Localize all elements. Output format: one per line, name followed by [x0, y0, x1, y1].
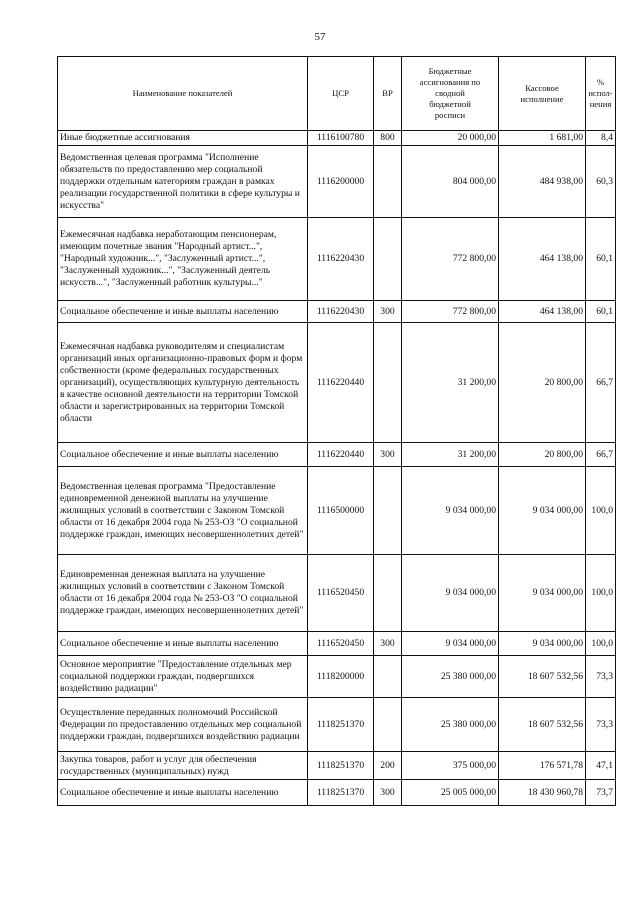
row-cash: 484 938,00	[499, 146, 586, 218]
row-pct: 60,1	[586, 301, 616, 323]
row-cash: 9 034 000,00	[499, 467, 586, 555]
row-name: Ежемесячная надбавка неработающим пенсионерам, имеющим почетные звания "Народный артист...", "Народный художник...", "Заслуженный артист...", "Заслуженный художник...", "Заслуженный деятель искусств...", "Заслуженный работник культуры..."	[58, 218, 308, 301]
row-pct: 100,0	[586, 467, 616, 555]
row-name: Социальное обеспечение и иные выплаты населению	[58, 632, 308, 656]
row-cash: 464 138,00	[499, 218, 586, 301]
row-name: Осуществление переданных полномочий Российской Федерации по предоставлению отдельных мер социальной поддержки граждан, подвергшихся воздействию радиации	[58, 698, 308, 752]
row-pct: 47,1	[586, 752, 616, 780]
table-row	[58, 698, 616, 752]
table-row	[58, 752, 616, 780]
row-csr: 1116520450	[308, 632, 374, 656]
row-budget: 31 200,00	[402, 443, 499, 467]
row-budget: 804 000,00	[402, 146, 499, 218]
row-pct: 73,7	[586, 780, 616, 806]
row-vr: 300	[374, 443, 402, 467]
row-pct: 100,0	[586, 555, 616, 632]
row-budget: 25 380 000,00	[402, 698, 499, 752]
row-cash: 1 681,00	[499, 131, 586, 146]
row-name: Ведомственная целевая программа "Исполнение обязательств по предоставлению мер социальной поддержки отдельным категориям граждан в рамках реализации государственной политики в сфере культуры и искусства"	[58, 146, 308, 218]
row-csr: 1116500000	[308, 467, 374, 555]
row-name: Социальное обеспечение и иные выплаты населению	[58, 301, 308, 323]
row-cash: 176 571,78	[499, 752, 586, 780]
header-csr: ЦСР	[308, 57, 374, 131]
row-csr: 1118251370	[308, 780, 374, 806]
row-pct: 66,7	[586, 443, 616, 467]
row-pct: 60,1	[586, 218, 616, 301]
row-name: Иные бюджетные ассигнования	[58, 131, 308, 146]
row-cash: 18 430 960,78	[499, 780, 586, 806]
row-budget: 772 800,00	[402, 218, 499, 301]
row-cash: 20 800,00	[499, 323, 586, 443]
table-row	[58, 131, 616, 146]
row-csr: 1116220440	[308, 323, 374, 443]
row-cash: 20 800,00	[499, 443, 586, 467]
table-row	[58, 146, 616, 218]
row-name: Единовременная денежная выплата на улучшение жилищных условий в соответствии с Законом Томской области от 16 декабря 2004 года № 253-ОЗ "О социальной поддержке граждан, имеющих несовершеннолетних детей"	[58, 555, 308, 632]
row-pct: 100,0	[586, 632, 616, 656]
budget-execution-table	[57, 56, 616, 806]
row-name: Закупка товаров, работ и услуг для обеспечения государственных (муниципальных) нужд	[58, 752, 308, 780]
row-budget: 20 000,00	[402, 131, 499, 146]
row-pct: 8,4	[586, 131, 616, 146]
row-vr: 300	[374, 301, 402, 323]
table-row	[58, 632, 616, 656]
row-vr	[374, 218, 402, 301]
table-row	[58, 467, 616, 555]
row-csr: 1116220430	[308, 218, 374, 301]
row-vr	[374, 467, 402, 555]
row-name: Социальное обеспечение и иные выплаты населению	[58, 780, 308, 806]
row-csr: 1116220430	[308, 301, 374, 323]
row-csr: 1118200000	[308, 656, 374, 698]
row-cash: 9 034 000,00	[499, 555, 586, 632]
table-row	[58, 301, 616, 323]
header-cash: Кассовое исполнение	[499, 57, 586, 131]
row-vr: 800	[374, 131, 402, 146]
row-cash: 9 034 000,00	[499, 632, 586, 656]
row-cash: 18 607 532,56	[499, 656, 586, 698]
row-budget: 9 034 000,00	[402, 632, 499, 656]
header-name: Наименование показателей	[58, 57, 308, 131]
table-row	[58, 780, 616, 806]
row-vr: 200	[374, 752, 402, 780]
row-csr: 1116220440	[308, 443, 374, 467]
row-vr	[374, 146, 402, 218]
row-vr	[374, 698, 402, 752]
row-name: Ежемесячная надбавка руководителям и специалистам организаций иных организационно-правовых форм и форм собственности (кроме федеральных государственных организаций), осуществляющих культурную деятельность в качестве основной деятельности на территории Томской области и зарегистрированных на территории Томской области	[58, 323, 308, 443]
table-row	[58, 218, 616, 301]
row-csr: 1116520450	[308, 555, 374, 632]
row-pct: 60,3	[586, 146, 616, 218]
table-row	[58, 656, 616, 698]
row-budget: 375 000,00	[402, 752, 499, 780]
header-budget: Бюджетные ассигнования по сводной бюджетной росписи	[402, 57, 499, 131]
row-cash: 18 607 532,56	[499, 698, 586, 752]
row-pct: 73,3	[586, 698, 616, 752]
row-budget: 9 034 000,00	[402, 467, 499, 555]
page-number: 57	[314, 31, 326, 43]
row-csr: 1118251370	[308, 752, 374, 780]
table-row	[58, 555, 616, 632]
row-vr	[374, 555, 402, 632]
row-csr: 1116100780	[308, 131, 374, 146]
row-budget: 31 200,00	[402, 323, 499, 443]
table-header-row	[58, 57, 616, 131]
table-row	[58, 323, 616, 443]
row-budget: 772 800,00	[402, 301, 499, 323]
row-vr	[374, 656, 402, 698]
row-vr	[374, 323, 402, 443]
row-name: Социальное обеспечение и иные выплаты населению	[58, 443, 308, 467]
row-vr: 300	[374, 780, 402, 806]
row-csr: 1118251370	[308, 698, 374, 752]
row-budget: 25 380 000,00	[402, 656, 499, 698]
header-pct: % испол- нения	[586, 57, 616, 131]
header-vr: ВР	[374, 57, 402, 131]
row-budget: 9 034 000,00	[402, 555, 499, 632]
row-vr: 300	[374, 632, 402, 656]
row-cash: 464 138,00	[499, 301, 586, 323]
row-budget: 25 005 000,00	[402, 780, 499, 806]
row-name: Основное мероприятие "Предоставление отдельных мер социальной поддержки граждан, подвергшихся воздействию радиации"	[58, 656, 308, 698]
table-row	[58, 443, 616, 467]
row-csr: 1116200000	[308, 146, 374, 218]
row-pct: 73,3	[586, 656, 616, 698]
row-pct: 66,7	[586, 323, 616, 443]
row-name: Ведомственная целевая программа "Предоставление единовременной денежной выплаты на улучшение жилищных условий в соответствии с Законом Томской области от 16 декабря 2004 года № 253-ОЗ "О социальной поддержке граждан, имеющих несовершеннолетних детей"	[58, 467, 308, 555]
